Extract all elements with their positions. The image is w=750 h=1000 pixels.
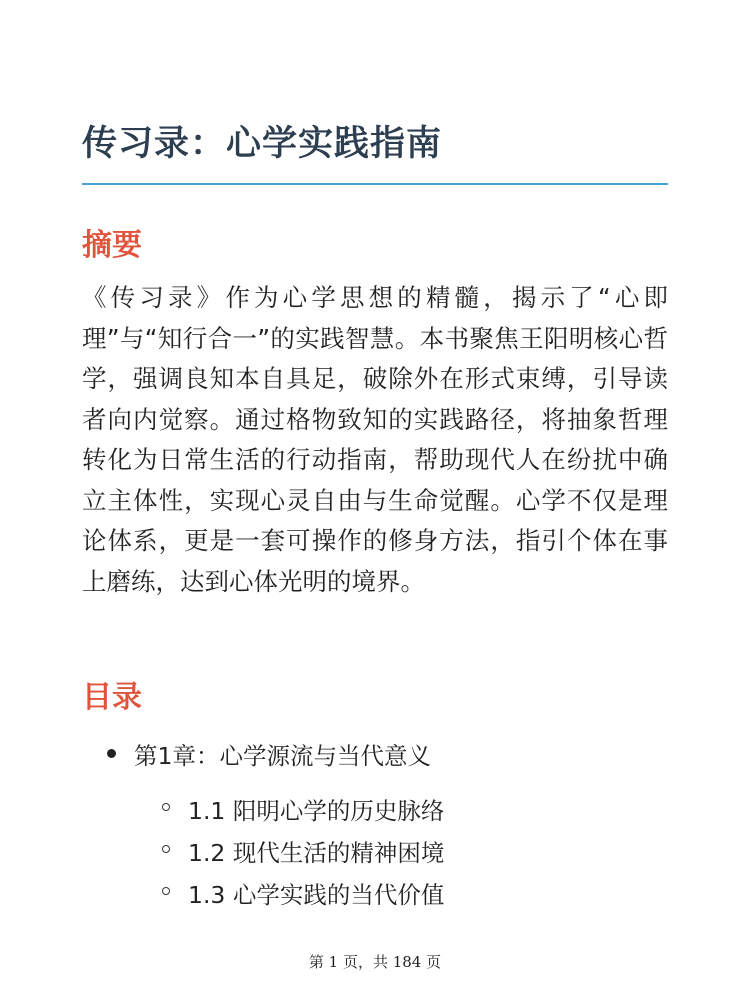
page-number-footer: 第 1 页，共 184 页	[308, 953, 442, 971]
toc-chapter-item	[82, 733, 668, 781]
toc-list	[82, 733, 668, 781]
toc-section-label: 1.3 心学实践的当代价值	[188, 881, 445, 909]
bullet-icon	[107, 749, 116, 758]
document-title: 传习录：心学实践指南	[82, 124, 443, 164]
toc-section-label: 1.1 阳明心学的历史脉络	[188, 797, 445, 825]
circle-bullet-icon	[162, 803, 170, 811]
toc-chapter-label: 第1章：心学源流与当代意义	[134, 742, 431, 770]
circle-bullet-icon	[162, 887, 170, 895]
toc-section-label: 1.2 现代生活的精神困境	[188, 839, 445, 867]
abstract-heading: 摘要	[82, 228, 142, 263]
title-divider	[82, 183, 668, 185]
document-page	[82, 0, 668, 1000]
abstract-paragraph: 《传习录》作为心学思想的精髓，揭示了“心即理”与“知行合一”的实践智慧。本书聚焦王阳明核心哲学，强调良知本自具足，破除外在形式束缚，引导读者向内觉察。通过格物致知的实践路径，将抽象哲理转化为日常生活的行动指南，帮助现代人在纷扰中确立主体性，实现心灵自由与生命觉醒。心学不仅是理论体系，更是一套可操作的修身方法，指引个体在事上磨练，达到心体光明的境界。	[82, 283, 668, 596]
circle-bullet-icon	[162, 845, 170, 853]
toc-heading: 目录	[82, 680, 142, 715]
